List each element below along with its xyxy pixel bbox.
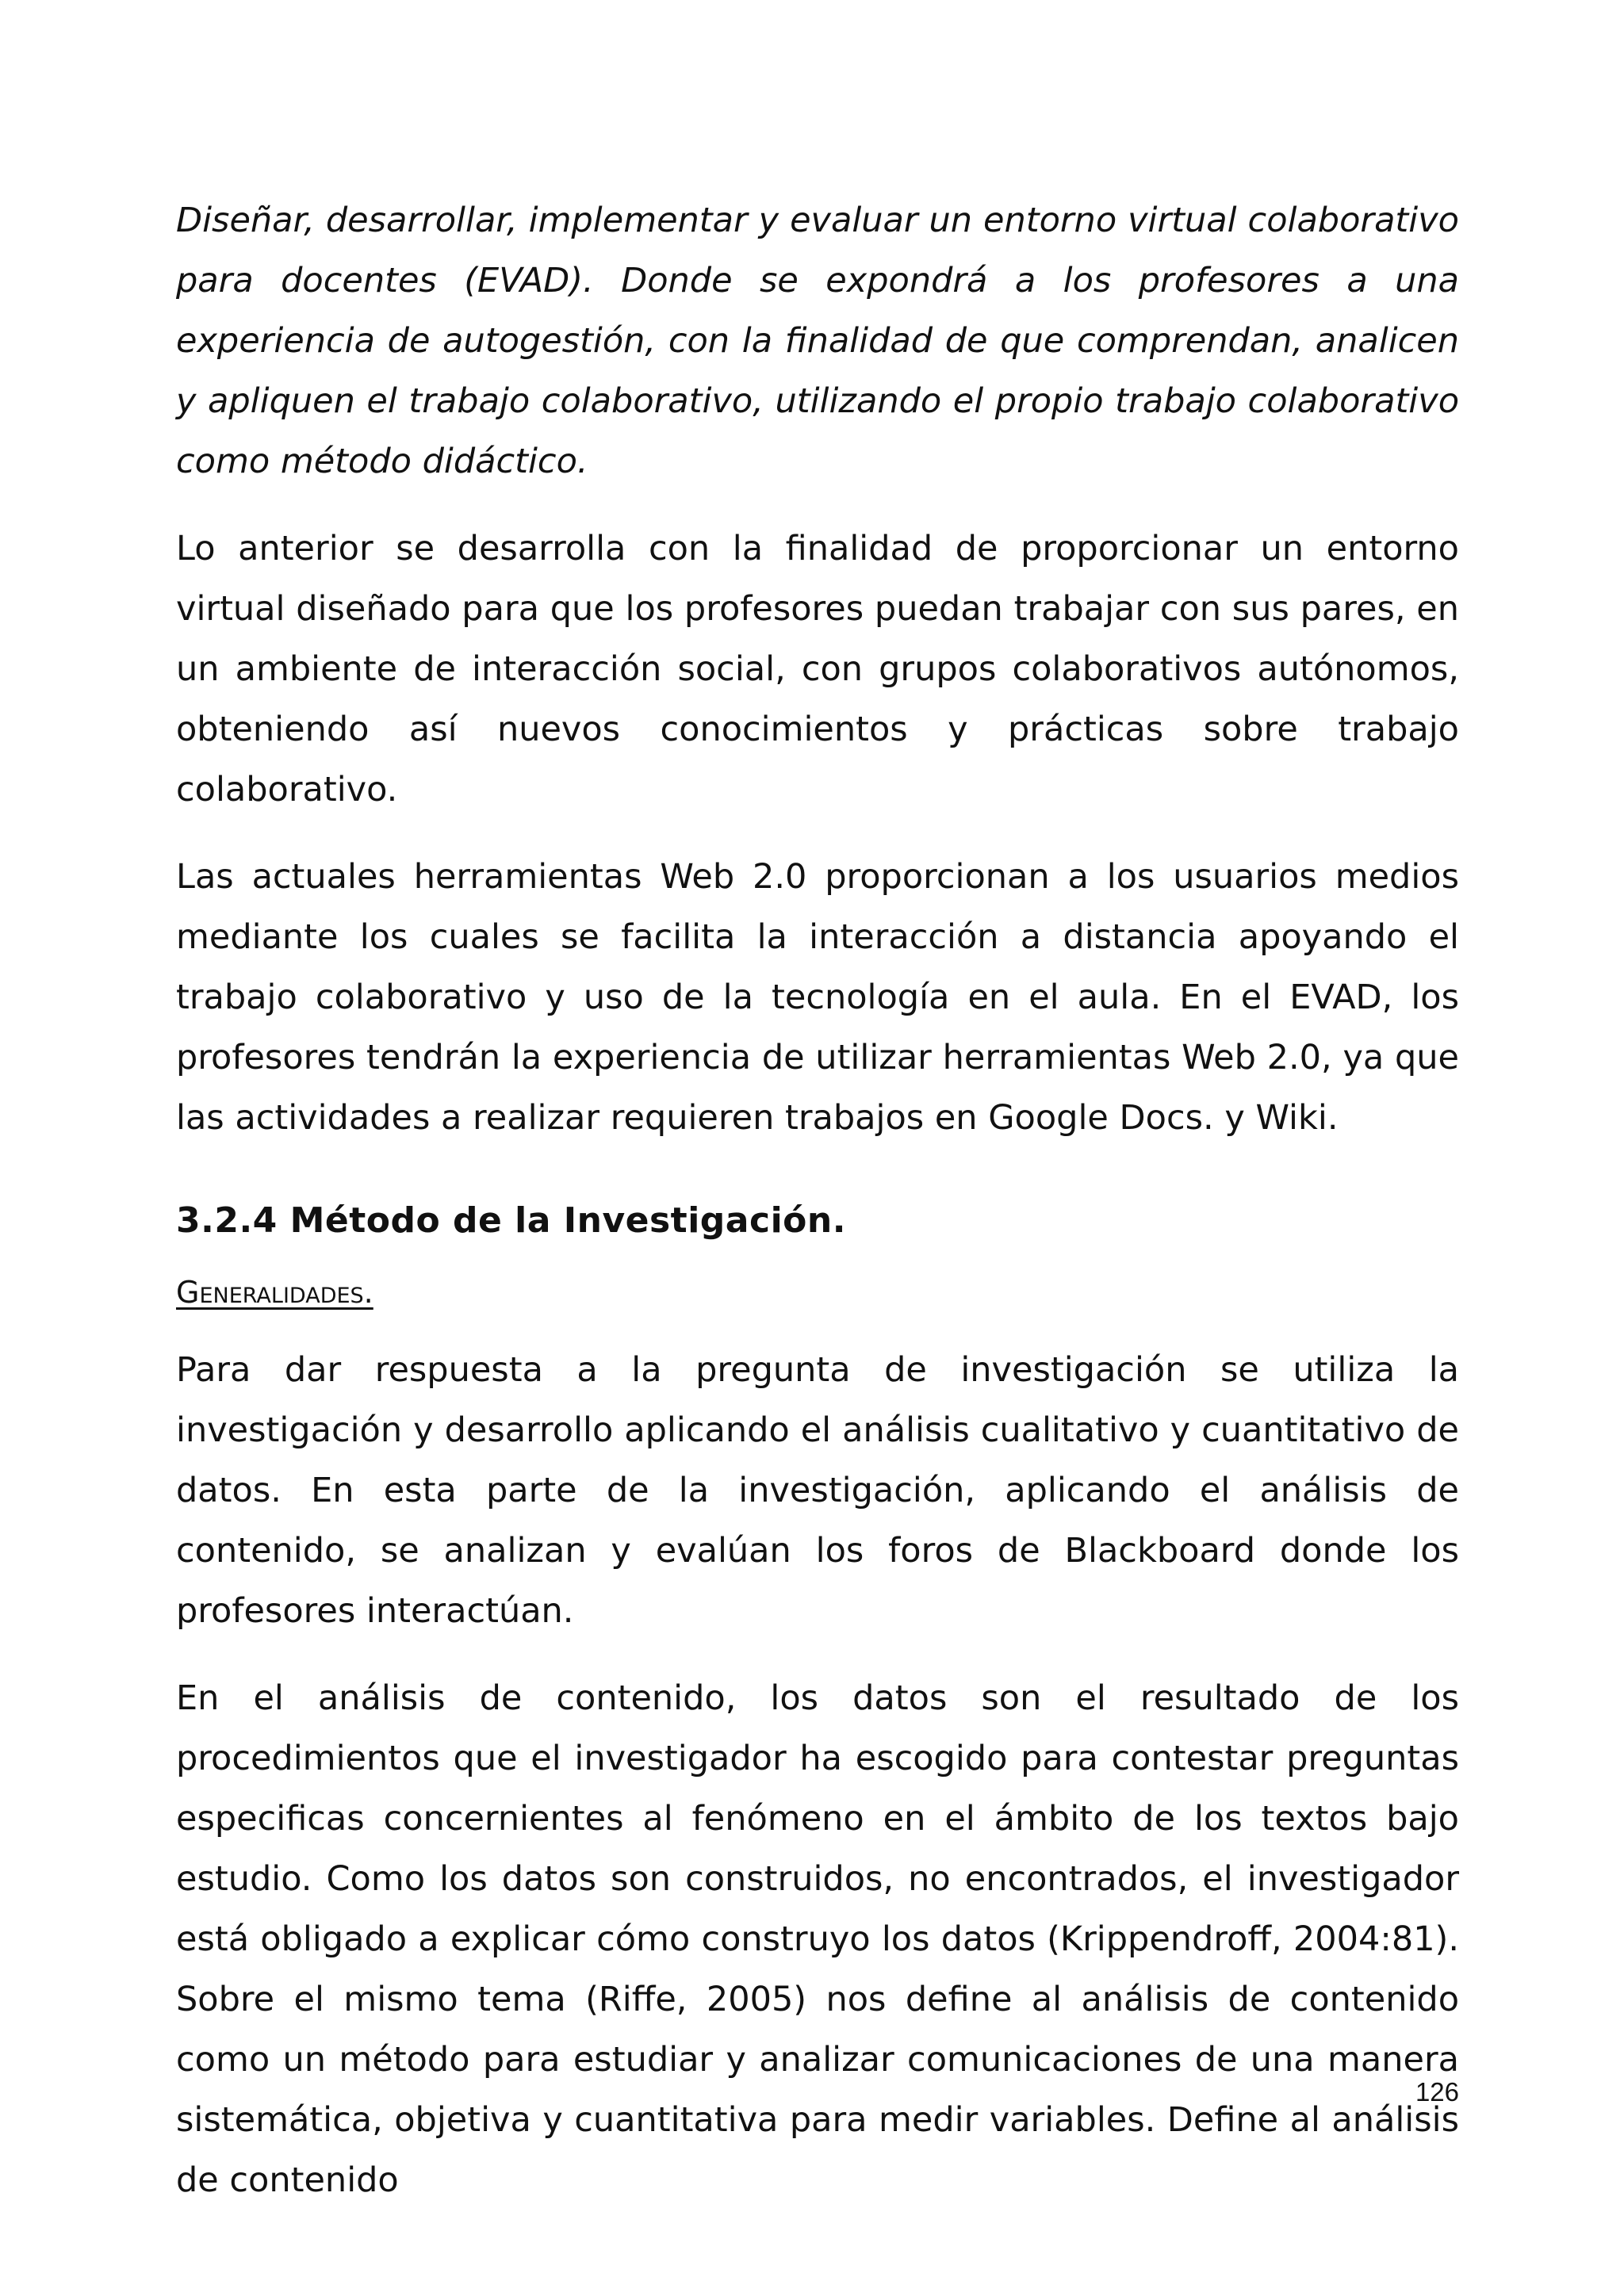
paragraph-web-tools: Las actuales herramientas Web 2.0 proporcionan a los usuarios medios mediante los cuales se facilita la interacción a distancia apoyando el trabajo colaborativo y uso de la tecnología en el aula. En el EVAD, los profesores tendrán la experiencia de utilizar herramientas Web 2.0, ya que las actividades a realizar requieren trabajos en Google Docs. y Wiki. — [176, 857, 1459, 1138]
page-number: 126 — [1415, 2077, 1459, 2107]
paragraph-objective: Diseñar, desarrollar, implementar y evaluar un entorno virtual colaborativo para docentes (EVAD). Donde se expondrá a los profesores a una experiencia de autogestión, con la finalidad de que comprendan, analicen y apliquen el trabajo colaborativo, utilizando el propio trabajo colaborativo como método didáctico. — [176, 201, 1459, 481]
subheading-generalidades — [176, 1267, 1459, 1318]
paragraph-content-analysis: En el análisis de contenido, los datos son el resultado de los procedimientos que el investigador ha escogido para contestar preguntas especificas concernientes al fenómeno en el ámbito de los textos bajo estudio. Como los datos son construidos, no encontrados, el investigador está obligado a explicar cómo construyo los datos (Krippendroff, 2004:81). Sobre el mismo tema (Riffe, 2005) nos define al análisis de contenido como un método para estudiar y analizar comunicaciones de una manera sistemática, objetiva y cuantitativa para medir variables. Define al análisis de contenido — [176, 1678, 1459, 2200]
section-heading: 3.2.4 Método de la Investigación. — [176, 1200, 846, 1241]
subheading-text: Generalidades. — [176, 1275, 373, 1310]
paragraph-research-question: Para dar respuesta a la pregunta de investigación se utiliza la investigación y desarrollo aplicando el análisis cualitativo y cuantitativo de datos. En esta parte de la investigación, aplicando el análisis de contenido, se analizan y evalúan los foros de Blackboard donde los profesores interactúan. — [176, 1350, 1459, 1631]
paragraph-purpose: Lo anterior se desarrolla con la finalidad de proporcionar un entorno virtual diseñado para que los profesores puedan trabajar con sus pares, en un ambiente de interacción social, con grupos colaborativos autónomos, obteniendo así nuevos conocimientos y prácticas sobre trabajo colaborativo. — [176, 529, 1459, 809]
page-content — [176, 190, 1459, 2210]
